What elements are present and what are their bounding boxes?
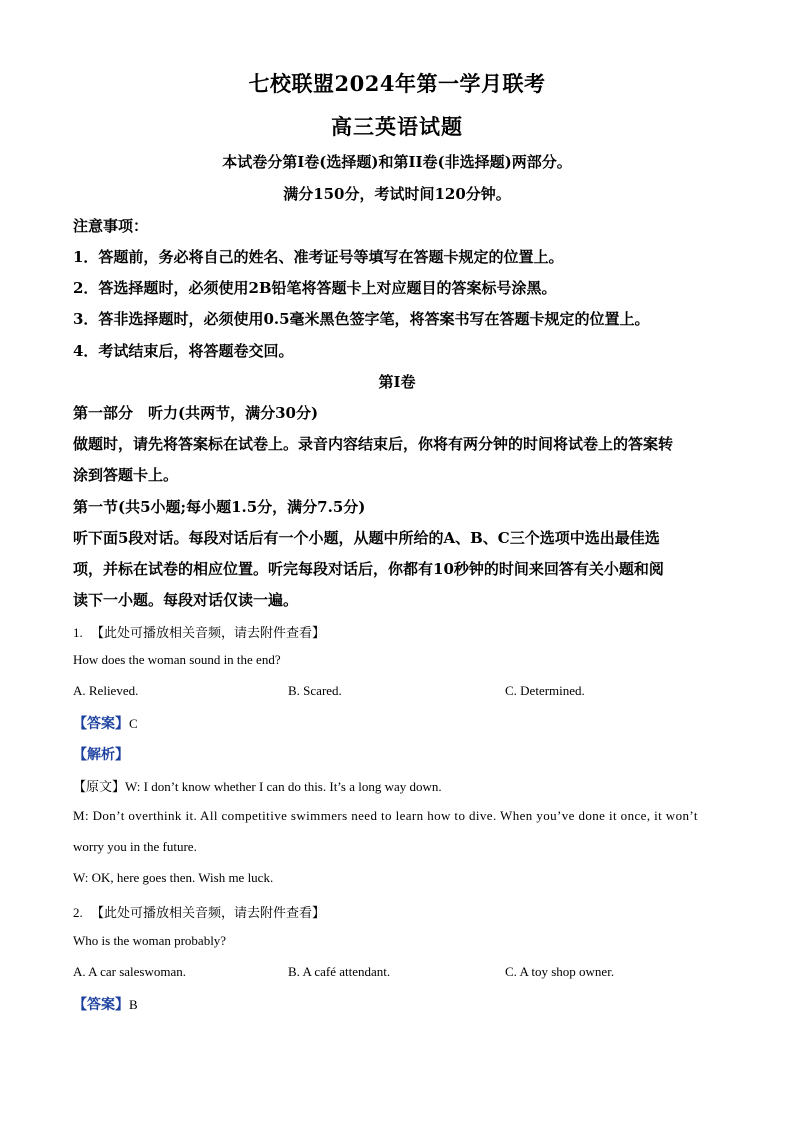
note-item: 4．考试结束后，将答题卷交回。 xyxy=(73,342,294,360)
question-1-answer xyxy=(73,713,138,733)
audio-note: 【此处可播放相关音频，请去附件查看】 xyxy=(91,626,326,641)
section1-instruction: 项，并标在试卷的相应位置。听完每段对话后，你都有10秒钟的时间来回答有关小题和阅 xyxy=(73,560,664,578)
audio-note: 【此处可播放相关音频，请去附件查看】 xyxy=(91,906,326,921)
exam-subject: 高三英语试题 xyxy=(331,114,463,139)
question-2-option-c: C. A toy shop owner. xyxy=(505,964,615,979)
transcript-tag: 【原文】 xyxy=(73,780,126,795)
question-1-option-b: B. Scared. xyxy=(288,683,342,698)
question-2-option-a: A. A car saleswoman. xyxy=(73,964,187,979)
question-2-header xyxy=(73,902,325,921)
transcript-line: worry you in the future. xyxy=(73,839,197,854)
transcript-line: W: OK, here goes then. Wish me luck. xyxy=(73,870,274,885)
question-2-option-b: B. A café attendant. xyxy=(288,964,391,979)
transcript-line: M: Don’t overthink it. All competitive swimmers need to learn how to dive. When you’ve done it once, it won’t xyxy=(73,808,698,823)
transcript-line: W: I don’t know whether I can do this. It’s a long way down. xyxy=(125,779,442,794)
part1-instruction: 做题时，请先将答案标在试卷上。录音内容结束后，你将有两分钟的时间将试卷上的答案转 xyxy=(73,435,674,453)
question-1-stem: How does the woman sound in the end? xyxy=(73,652,281,667)
question-number: 2. xyxy=(73,905,83,920)
note-item: 1．答题前，务必将自己的姓名、准考证号等填写在答题卡规定的位置上。 xyxy=(73,248,564,266)
exam-title: 七校联盟2024年第一学月联考 xyxy=(248,71,546,96)
note-item: 2．答选择题时，必须使用2B铅笔将答题卡上对应题目的答案标号涂黑。 xyxy=(73,279,557,297)
question-number: 1. xyxy=(73,625,83,640)
volume-heading: 第I卷 xyxy=(378,373,416,391)
answer-tag: 【答案】 xyxy=(73,716,129,732)
section1-instruction: 读下一小题。每段对话仅读一遍。 xyxy=(73,591,299,609)
analysis-tag: 【解析】 xyxy=(73,747,129,763)
notes-heading: 注意事项： xyxy=(73,217,149,235)
score-time-note: 满分150分，考试时间120分钟。 xyxy=(283,185,511,203)
question-2-stem: Who is the woman probably? xyxy=(73,933,227,948)
question-1-option-a: A. Relieved. xyxy=(73,683,139,698)
question-2-answer xyxy=(73,994,138,1014)
question-1-header xyxy=(73,622,325,641)
answer-tag: 【答案】 xyxy=(73,997,129,1013)
question-1-transcript xyxy=(73,776,442,795)
question-1-analysis-heading xyxy=(73,744,129,764)
part1-heading: 第一部分 听力(共两节，满分30分) xyxy=(73,404,319,422)
question-1-option-c: C. Determined. xyxy=(505,683,585,698)
answer-value: C xyxy=(129,716,138,731)
answer-value: B xyxy=(129,997,138,1012)
section1-instruction: 听下面5段对话。每段对话后有一个小题，从题中所给的A、B、C三个选项中选出最佳选 xyxy=(73,529,660,547)
part1-instruction: 涂到答题卡上。 xyxy=(73,466,179,484)
note-item: 3．答非选择题时，必须使用0.5毫米黑色签字笔，将答案书写在答题卡规定的位置上。 xyxy=(73,310,650,328)
section1-heading: 第一节(共5小题;每小题1.5分，满分7.5分) xyxy=(73,498,366,516)
structure-note: 本试卷分第I卷(选择题)和第II卷(非选择题)两部分。 xyxy=(222,153,572,171)
